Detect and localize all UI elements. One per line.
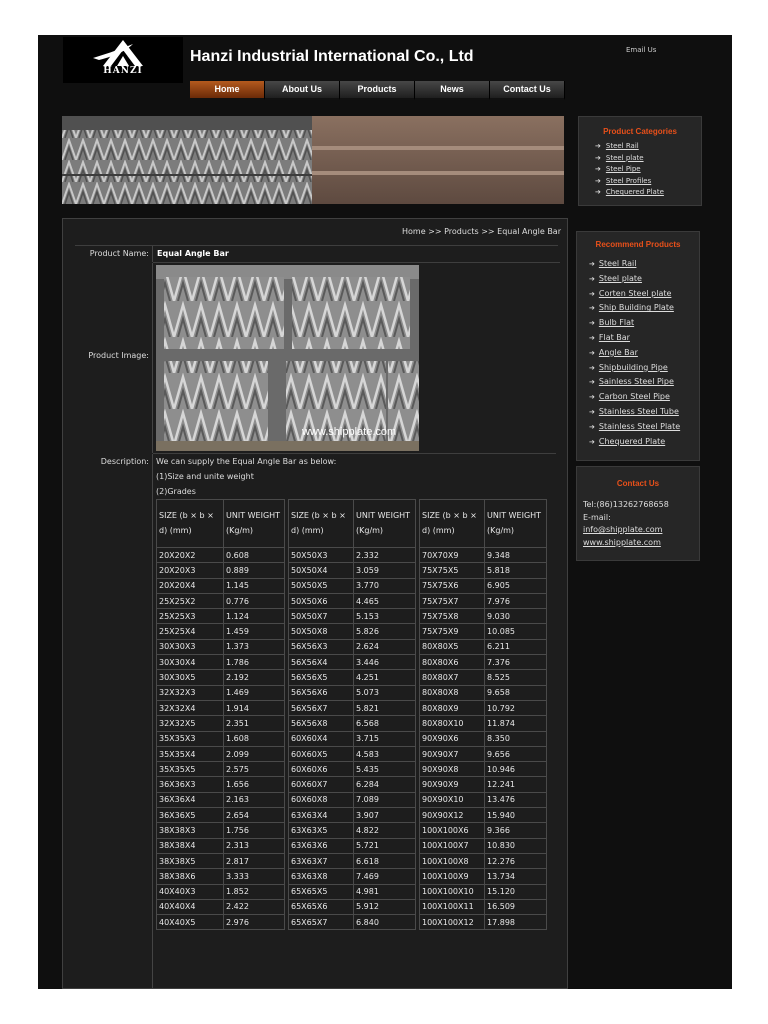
size-cell: 100X100X7 — [420, 838, 485, 853]
size-cell: 80X80X9 — [420, 700, 485, 715]
size-cell: 32X32X5 — [157, 716, 224, 731]
weight-cell: 9.656 — [485, 746, 547, 761]
size-cell: 80X80X8 — [420, 685, 485, 700]
product-image — [156, 265, 419, 451]
weight-cell: 5.721 — [354, 838, 416, 853]
weight-cell: 7.089 — [354, 792, 416, 807]
size-cell: 20X20X3 — [157, 563, 224, 578]
weight-cell: 1.124 — [224, 609, 285, 624]
logo-text: HANZI — [103, 66, 143, 76]
weight-cell: 1.373 — [224, 639, 285, 654]
image-watermark: www.shipplate.com — [302, 426, 397, 438]
contact-website-link[interactable]: www.shipplate.com — [583, 537, 661, 547]
arrow-icon: ➔ — [589, 289, 595, 298]
recommend-products-box — [576, 231, 700, 461]
weight-cell: 1.145 — [224, 578, 285, 593]
nav-contact-us[interactable]: Contact Us — [490, 81, 565, 100]
contact-us-title: Contact Us — [616, 479, 660, 488]
table-row — [157, 639, 547, 654]
weight-cell: 1.459 — [224, 624, 285, 639]
size-cell: 90X90X9 — [420, 777, 485, 792]
weight-cell: 2.163 — [224, 792, 285, 807]
size-cell: 90X90X10 — [420, 792, 485, 807]
table-row — [157, 853, 547, 868]
weight-cell: 16.509 — [485, 899, 547, 914]
size-header: SIZE (b × b × d) (mm) — [289, 500, 354, 548]
size-cell: 60X60X8 — [289, 792, 354, 807]
recommend-item[interactable]: ➔ Steel plate — [589, 273, 642, 283]
category-item[interactable]: ➔ Steel plate — [595, 153, 644, 162]
table-row — [157, 746, 547, 761]
weight-cell: 2.422 — [224, 899, 285, 914]
weight-cell: 15.120 — [485, 884, 547, 899]
table-row — [157, 609, 547, 624]
size-cell: 63X63X5 — [289, 823, 354, 838]
weight-cell: 3.907 — [354, 808, 416, 823]
breadcrumb[interactable]: Home >> Products >> Equal Angle Bar — [401, 227, 561, 236]
size-cell: 50X50X3 — [289, 548, 354, 563]
weight-cell: 3.333 — [224, 869, 285, 884]
size-cell: 36X36X4 — [157, 792, 224, 807]
size-cell: 30X30X3 — [157, 639, 224, 654]
recommend-item[interactable]: ➔ Stainless Steel Plate — [589, 421, 681, 431]
size-cell: 25X25X2 — [157, 593, 224, 608]
size-cell: 30X30X4 — [157, 655, 224, 670]
weight-cell: 7.469 — [354, 869, 416, 884]
size-cell: 100X100X12 — [420, 915, 485, 930]
table-row — [157, 915, 547, 930]
weight-cell: 6.840 — [354, 915, 416, 930]
size-cell: 63X63X4 — [289, 808, 354, 823]
weight-cell: 8.525 — [485, 670, 547, 685]
weight-cell: 2.575 — [224, 762, 285, 777]
recommend-item[interactable]: ➔ Chequered Plate — [589, 436, 666, 446]
arrow-icon: ➔ — [589, 274, 595, 283]
description-content — [153, 454, 559, 989]
product-categories-box — [578, 116, 702, 206]
weight-cell: 2.976 — [224, 915, 285, 930]
email-us-link[interactable]: Email Us — [626, 46, 657, 54]
weight-cell: 9.348 — [485, 548, 547, 563]
size-cell: 38X38X6 — [157, 869, 224, 884]
arrow-icon: ➔ — [589, 348, 595, 357]
size-cell: 75X75X8 — [420, 609, 485, 624]
weight-cell: 7.376 — [485, 655, 547, 670]
weight-header: UNIT WEIGHT (Kg/m) — [354, 500, 416, 548]
weight-cell: 3.059 — [354, 563, 416, 578]
weight-cell: 6.284 — [354, 777, 416, 792]
description-line: (2)Grades — [156, 487, 196, 496]
table-row — [157, 899, 547, 914]
size-cell: 100X100X6 — [420, 823, 485, 838]
weight-cell: 15.940 — [485, 808, 547, 823]
nav-home[interactable]: Home — [190, 81, 265, 100]
weight-cell: 10.792 — [485, 700, 547, 715]
size-cell: 65X65X7 — [289, 915, 354, 930]
table-row — [157, 838, 547, 853]
weight-cell: 5.826 — [354, 624, 416, 639]
contact-email-link[interactable]: info@shipplate.com — [583, 525, 663, 534]
table-row — [157, 808, 547, 823]
weight-cell: 10.946 — [485, 762, 547, 777]
contact-email-label: E-mail: — [583, 512, 611, 522]
size-cell: 65X65X5 — [289, 884, 354, 899]
company-name: Hanzi Industrial International Co., Ltd — [190, 48, 474, 65]
recommend-item[interactable]: ➔ Bulb Flat — [589, 318, 635, 328]
arrow-icon: ➔ — [595, 165, 601, 173]
arrow-icon: ➔ — [589, 304, 595, 313]
main-nav — [190, 81, 565, 100]
size-cell: 35X35X5 — [157, 762, 224, 777]
size-cell: 80X80X10 — [420, 716, 485, 731]
size-cell: 60X60X7 — [289, 777, 354, 792]
recommend-products-title: Recommend Products — [595, 240, 681, 249]
weight-cell: 2.313 — [224, 838, 285, 853]
arrow-icon: ➔ — [595, 176, 601, 185]
size-cell: 90X90X8 — [420, 762, 485, 777]
size-cell: 56X56X3 — [289, 639, 354, 654]
product-image-label: Product Image: — [75, 263, 153, 453]
product-image-cell — [153, 263, 556, 454]
weight-cell: 12.276 — [485, 853, 547, 868]
arrow-icon: ➔ — [589, 319, 595, 328]
logo[interactable] — [63, 37, 183, 83]
table-row — [157, 655, 547, 670]
weight-cell: 7.976 — [485, 593, 547, 608]
weight-cell: 17.898 — [485, 915, 547, 930]
size-cell: 90X90X12 — [420, 808, 485, 823]
size-cell: 63X63X8 — [289, 869, 354, 884]
table-row — [157, 884, 547, 899]
nav-products[interactable]: Products — [340, 81, 415, 100]
weight-cell: 4.822 — [354, 823, 416, 838]
weight-cell: 0.889 — [224, 563, 285, 578]
size-cell: 36X36X5 — [157, 808, 224, 823]
size-cell: 25X25X3 — [157, 609, 224, 624]
table-row — [157, 700, 547, 715]
logo-icon — [73, 38, 173, 68]
size-cell: 90X90X7 — [420, 746, 485, 761]
recommend-item[interactable]: ➔ Carbon Steel Pipe — [589, 392, 670, 402]
arrow-icon: ➔ — [589, 333, 595, 342]
recommend-item[interactable]: ➔ Shipbuilding Pipe — [589, 362, 668, 372]
category-item[interactable]: ➔ Steel Pipe — [595, 165, 641, 173]
size-cell: 25X25X4 — [157, 624, 224, 639]
description-line: (1)Size and unite weight — [156, 472, 254, 481]
recommend-item[interactable]: ➔ Steel Rail — [589, 259, 637, 268]
weight-cell: 4.251 — [354, 670, 416, 685]
banner-image — [62, 116, 564, 204]
arrow-icon: ➔ — [589, 393, 595, 402]
weight-cell: 10.085 — [485, 624, 547, 639]
table-row — [157, 624, 547, 639]
arrow-icon: ➔ — [589, 363, 595, 372]
size-header: SIZE (b × b × d) (mm) — [420, 500, 485, 548]
weight-cell: 0.776 — [224, 593, 285, 608]
weight-header: UNIT WEIGHT (Kg/m) — [485, 500, 547, 548]
table-row — [157, 823, 547, 838]
table-row — [157, 548, 547, 563]
arrow-icon: ➔ — [595, 188, 601, 196]
size-cell: 38X38X4 — [157, 838, 224, 853]
description-label: Description: — [75, 454, 153, 989]
weight-cell: 13.476 — [485, 792, 547, 807]
weight-cell: 3.770 — [354, 578, 416, 593]
arrow-icon: ➔ — [589, 378, 595, 387]
weight-cell: 1.469 — [224, 685, 285, 700]
size-cell: 32X32X4 — [157, 700, 224, 715]
weight-cell: 5.912 — [354, 899, 416, 914]
weight-cell: 10.830 — [485, 838, 547, 853]
size-cell: 40X40X5 — [157, 915, 224, 930]
product-detail-panel — [62, 218, 568, 989]
size-cell: 63X63X6 — [289, 838, 354, 853]
weight-cell: 2.332 — [354, 548, 416, 563]
weight-header: UNIT WEIGHT (Kg/m) — [224, 500, 285, 548]
table-row — [157, 792, 547, 807]
size-cell: 65X65X6 — [289, 899, 354, 914]
weight-cell: 4.465 — [354, 593, 416, 608]
table-row — [157, 762, 547, 777]
recommend-item[interactable]: ➔ Corten Steel plate — [589, 288, 672, 298]
weight-cell: 9.030 — [485, 609, 547, 624]
weight-cell: 2.624 — [354, 639, 416, 654]
size-cell: 70X70X9 — [420, 548, 485, 563]
weight-cell: 1.852 — [224, 884, 285, 899]
weight-cell: 5.818 — [485, 563, 547, 578]
size-cell: 100X100X10 — [420, 884, 485, 899]
weight-cell: 11.874 — [485, 716, 547, 731]
size-cell: 30X30X5 — [157, 670, 224, 685]
weight-cell: 1.756 — [224, 823, 285, 838]
size-cell: 40X40X3 — [157, 884, 224, 899]
weight-cell: 6.211 — [485, 639, 547, 654]
table-row — [157, 593, 547, 608]
size-cell: 56X56X6 — [289, 685, 354, 700]
weight-cell: 2.654 — [224, 808, 285, 823]
size-cell: 20X20X2 — [157, 548, 224, 563]
size-cell: 60X60X4 — [289, 731, 354, 746]
weight-cell: 13.734 — [485, 869, 547, 884]
table-row — [157, 869, 547, 884]
weight-cell: 2.817 — [224, 853, 285, 868]
weight-cell: 2.351 — [224, 716, 285, 731]
weight-cell: 6.905 — [485, 578, 547, 593]
arrow-icon: ➔ — [589, 407, 595, 416]
weight-cell: 1.914 — [224, 700, 285, 715]
table-row — [157, 731, 547, 746]
table-row — [157, 670, 547, 685]
arrow-icon: ➔ — [589, 437, 595, 446]
table-row — [157, 777, 547, 792]
weight-cell: 8.350 — [485, 731, 547, 746]
size-cell: 20X20X4 — [157, 578, 224, 593]
size-cell: 50X50X8 — [289, 624, 354, 639]
size-cell: 100X100X11 — [420, 899, 485, 914]
weight-cell: 9.658 — [485, 685, 547, 700]
size-cell: 63X63X7 — [289, 853, 354, 868]
product-detail-table — [75, 245, 558, 927]
page-container — [38, 35, 732, 989]
size-cell: 35X35X4 — [157, 746, 224, 761]
weight-cell: 1.608 — [224, 731, 285, 746]
size-cell: 80X80X5 — [420, 639, 485, 654]
size-cell: 75X75X6 — [420, 578, 485, 593]
weight-cell: 5.153 — [354, 609, 416, 624]
product-name-value: Equal Angle Bar — [153, 246, 560, 263]
weight-cell: 1.656 — [224, 777, 285, 792]
size-cell: 56X56X5 — [289, 670, 354, 685]
size-cell: 80X80X6 — [420, 655, 485, 670]
recommend-item[interactable]: ➔ Ship Building Plate — [589, 303, 674, 313]
size-cell: 80X80X7 — [420, 670, 485, 685]
category-item[interactable]: ➔ Chequered Plate — [595, 188, 664, 196]
category-item[interactable]: ➔ Steel Rail — [595, 142, 639, 150]
weight-cell: 12.241 — [485, 777, 547, 792]
weight-cell: 4.981 — [354, 884, 416, 899]
weight-cell: 6.618 — [354, 853, 416, 868]
table-header-row — [157, 500, 547, 548]
product-categories-title: Product Categories — [603, 127, 677, 136]
recommend-item[interactable]: ➔ Sainless Steel Pipe — [589, 377, 674, 387]
recommend-item[interactable]: ➔ Stainless Steel Tube — [589, 406, 679, 416]
size-cell: 35X35X3 — [157, 731, 224, 746]
weight-cell: 6.568 — [354, 716, 416, 731]
weight-cell: 5.073 — [354, 685, 416, 700]
recommend-item[interactable]: ➔ Angle Bar — [589, 347, 638, 357]
size-cell: 38X38X5 — [157, 853, 224, 868]
nav-news[interactable]: News — [415, 81, 490, 100]
size-cell: 38X38X3 — [157, 823, 224, 838]
weight-cell: 2.192 — [224, 670, 285, 685]
size-cell: 60X60X5 — [289, 746, 354, 761]
weight-cell: 5.435 — [354, 762, 416, 777]
product-name-label: Product Name: — [75, 246, 153, 262]
table-row — [157, 716, 547, 731]
weight-cell: 4.583 — [354, 746, 416, 761]
size-cell: 56X56X8 — [289, 716, 354, 731]
size-cell: 50X50X5 — [289, 578, 354, 593]
size-cell: 75X75X7 — [420, 593, 485, 608]
contact-us-box — [576, 466, 700, 561]
contact-tel: Tel:(86)13262768658 — [583, 500, 669, 509]
table-row — [157, 563, 547, 578]
arrow-icon: ➔ — [589, 422, 595, 431]
weight-cell: 3.446 — [354, 655, 416, 670]
nav-about-us[interactable]: About Us — [265, 81, 340, 100]
recommend-item[interactable]: ➔ Flat Bar — [589, 332, 630, 342]
size-cell: 50X50X7 — [289, 609, 354, 624]
table-row — [157, 578, 547, 593]
size-cell: 40X40X4 — [157, 899, 224, 914]
size-cell: 50X50X4 — [289, 563, 354, 578]
size-cell: 75X75X9 — [420, 624, 485, 639]
size-cell: 50X50X6 — [289, 593, 354, 608]
arrow-icon: ➔ — [595, 142, 601, 150]
category-item[interactable]: ➔ Steel Profiles — [595, 176, 652, 185]
size-cell: 56X56X7 — [289, 700, 354, 715]
arrow-icon: ➔ — [589, 260, 595, 268]
size-cell: 100X100X8 — [420, 853, 485, 868]
description-line: We can supply the Equal Angle Bar as below: — [156, 457, 337, 466]
size-cell: 56X56X4 — [289, 655, 354, 670]
size-weight-table — [156, 499, 547, 930]
table-row — [157, 685, 547, 700]
arrow-icon: ➔ — [595, 153, 601, 162]
weight-cell: 9.366 — [485, 823, 547, 838]
weight-cell: 3.715 — [354, 731, 416, 746]
size-cell: 100X100X9 — [420, 869, 485, 884]
size-header: SIZE (b × b × d) (mm) — [157, 500, 224, 548]
size-cell: 36X36X3 — [157, 777, 224, 792]
weight-cell: 0.608 — [224, 548, 285, 563]
size-cell: 90X90X6 — [420, 731, 485, 746]
size-cell: 60X60X6 — [289, 762, 354, 777]
weight-cell: 1.786 — [224, 655, 285, 670]
weight-cell: 2.099 — [224, 746, 285, 761]
size-cell: 75X75X5 — [420, 563, 485, 578]
weight-cell: 5.821 — [354, 700, 416, 715]
size-cell: 32X32X3 — [157, 685, 224, 700]
